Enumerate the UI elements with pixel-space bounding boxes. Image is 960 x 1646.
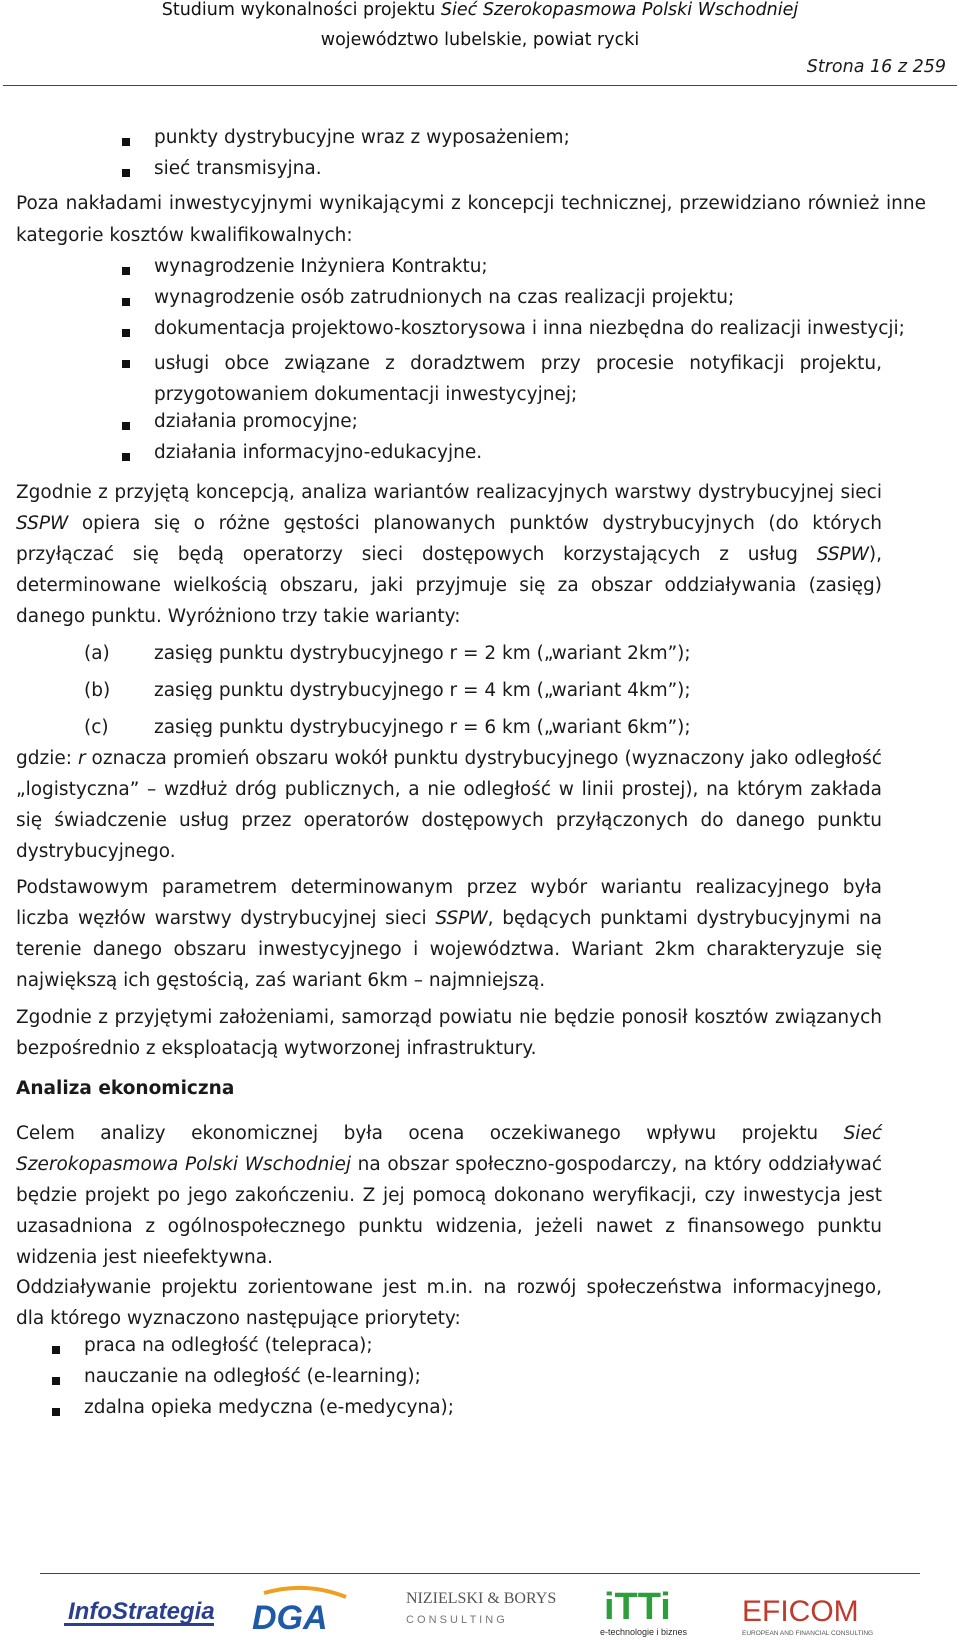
bullet-icon: [122, 267, 130, 275]
svg-text:EFICOM: EFICOM: [742, 1595, 859, 1628]
header-divider: [3, 85, 957, 86]
header-title: [0, 0, 960, 20]
text-run: oznacza promień obszaru wokół punktu dystrybucyjnego (wyznaczony jako odległość „logistyczna” – wzdłuż dróg publicznych, a nie odległość w linii prostej), na którym zakłada się świadczenie usług przez operatorów dostępowych przyłączonych do danego punktu dystrybucyjnego.: [16, 748, 882, 862]
list-item: nauczanie na odległość (e-learning);: [84, 1366, 421, 1387]
text-run: Celem analizy ekonomicznej była ocena oczekiwanego wpływu projektu: [16, 1123, 844, 1144]
svg-text:DGA: DGA: [252, 1599, 328, 1637]
bullet-icon: [122, 360, 130, 368]
footer-divider: [40, 1573, 920, 1574]
list-item: działania promocyjne;: [154, 411, 358, 432]
list-item: wynagrodzenie osób zatrudnionych na czas realizacji projektu;: [154, 287, 735, 308]
logo-nizielski-borys: [402, 1583, 560, 1639]
text-run: Podstawowym parametrem determinowanym przez wybór wariantu realizacyjnego była liczba węzłów warstwy dystrybucyjnej sieci: [16, 877, 882, 929]
svg-text:NIZIELSKI & BORYS: NIZIELSKI & BORYS: [406, 1590, 557, 1607]
text-run-italic: SSPW: [16, 513, 69, 534]
list-item: zdalna opieka medyczna (e-medycyna);: [84, 1397, 454, 1418]
text-run-italic: r: [77, 748, 86, 769]
text-run: , będących punktami dystrybucyjnymi na terenie danego obszaru inwestycyjnego i województwa. Wariant 2km charakteryzuje się największą ich gęstością, zaś wariant 6km – najmniejszą.: [16, 908, 883, 991]
bullet-icon: [122, 453, 130, 461]
variant-label: (c): [84, 717, 109, 738]
svg-text:EUROPEAN AND FINANCIAL CONSULT: EUROPEAN AND FINANCIAL CONSULTING: [742, 1630, 874, 1637]
bullet-icon: [122, 298, 130, 306]
variant-label: (a): [84, 643, 110, 664]
bullet-icon: [52, 1408, 60, 1416]
bullet-icon: [52, 1377, 60, 1385]
text-run: Zgodnie z przyjętą koncepcją, analiza wariantów realizacyjnych warstwy dystrybucyjnej sieci: [16, 482, 882, 503]
variant-text: zasięg punktu dystrybucyjnego r = 2 km („wariant 2km”);: [154, 643, 691, 664]
bullet-icon: [122, 422, 130, 430]
variant-text: zasięg punktu dystrybucyjnego r = 6 km („wariant 6km”);: [154, 717, 691, 738]
list-item: sieć transmisyjna.: [154, 158, 322, 179]
bullet-icon: [122, 138, 130, 146]
header-project-name: Sieć Szerokopasmowa Polski Wschodniej: [440, 0, 799, 20]
list-item: usługi obce związane z doradztwem przy procesie notyfikacji projektu, przygotowaniem dokumentacji inwestycyjnej;: [154, 353, 882, 405]
header-subtitle: województwo lubelskie, powiat rycki: [320, 30, 640, 50]
list-item: praca na odległość (telepraca);: [84, 1335, 373, 1356]
variant-text: zasięg punktu dystrybucyjnego r = 4 km („wariant 4km”);: [154, 680, 691, 701]
logo-itti: [598, 1583, 718, 1639]
paragraph-parameter: [16, 872, 882, 996]
text-run-italic: SSPW: [816, 544, 869, 565]
bullet-icon: [122, 329, 130, 337]
svg-text:InfoStrategia: InfoStrategia: [68, 1598, 214, 1625]
text-run: gdzie:: [16, 748, 78, 769]
svg-text:C O N S U L T I N G: C O N S U L T I N G: [406, 1614, 505, 1626]
text-run: na obszar społeczno-gospodarczy, na który oddziaływać będzie projekt po jego zakończeniu. Z jej pomocą dokonano weryfikacji, czy inwestycja jest uzasadniona z ogólnospołecznego punktu widzenia, jeżeli nawet z finansowego punktu widzenia jest nieefektywna.: [16, 1154, 882, 1268]
paragraph-where: [16, 743, 882, 867]
variant-label: (b): [84, 680, 111, 701]
list-item: punkty dystrybucyjne wraz z wyposażeniem;: [154, 127, 570, 148]
logo-infostrategia: [64, 1583, 214, 1639]
paragraph-economic: [16, 1118, 882, 1273]
text-run: ), determinowane wielkością obszaru, jaki przyjmuje się za obszar oddziaływania (zasięg) danego punktu. Wyróżniono trzy takie warianty:: [16, 544, 882, 627]
text-run: opiera się o różne gęstości planowanych punktów dystrybucyjnych (do których przyłączać się będą operatorzy sieci dostępowych korzystających z usług: [16, 513, 882, 565]
svg-text:iTTi: iTTi: [604, 1586, 671, 1628]
paragraph-local-costs: Zgodnie z przyjętymi założeniami, samorząd powiatu nie będzie ponosił kosztów związanych bezpośrednio z eksploatacją wytworzonej infrastruktury.: [16, 1007, 882, 1059]
header-title-prefix: Studium wykonalności projektu: [161, 0, 441, 20]
logo-dga: [246, 1583, 356, 1639]
section-heading: Analiza ekonomiczna: [16, 1078, 235, 1099]
list-item: wynagrodzenie Inżyniera Kontraktu;: [154, 256, 488, 277]
svg-text:e-technologie i biznes: e-technologie i biznes: [600, 1627, 688, 1637]
logo-eficom: [740, 1583, 880, 1639]
text-run-italic: SSPW: [435, 908, 488, 929]
paragraph-priorities: Oddziaływanie projektu zorientowane jest m.in. na rozwój społeczeństwa informacyjnego, dla którego wyznaczono następujące priorytety:: [16, 1277, 882, 1329]
paragraph-costs: Poza nakładami inwestycyjnymi wynikającymi z koncepcji technicznej, przewidziano również inne kategorie kosztów kwalifikowalnych:: [16, 193, 926, 247]
list-item: dokumentacja projektowo-kosztorysowa i inna niezbędna do realizacji inwestycji;: [154, 318, 905, 339]
paragraph-variants: [16, 477, 882, 632]
page-number: Strona 16 z 259: [806, 57, 946, 77]
text-run-italic: Sieć Szerokopasmowa Polski Wschodniej: [16, 1123, 882, 1175]
bullet-icon: [122, 169, 130, 177]
bullet-icon: [52, 1346, 60, 1354]
list-item: działania informacyjno-edukacyjne.: [154, 442, 483, 463]
